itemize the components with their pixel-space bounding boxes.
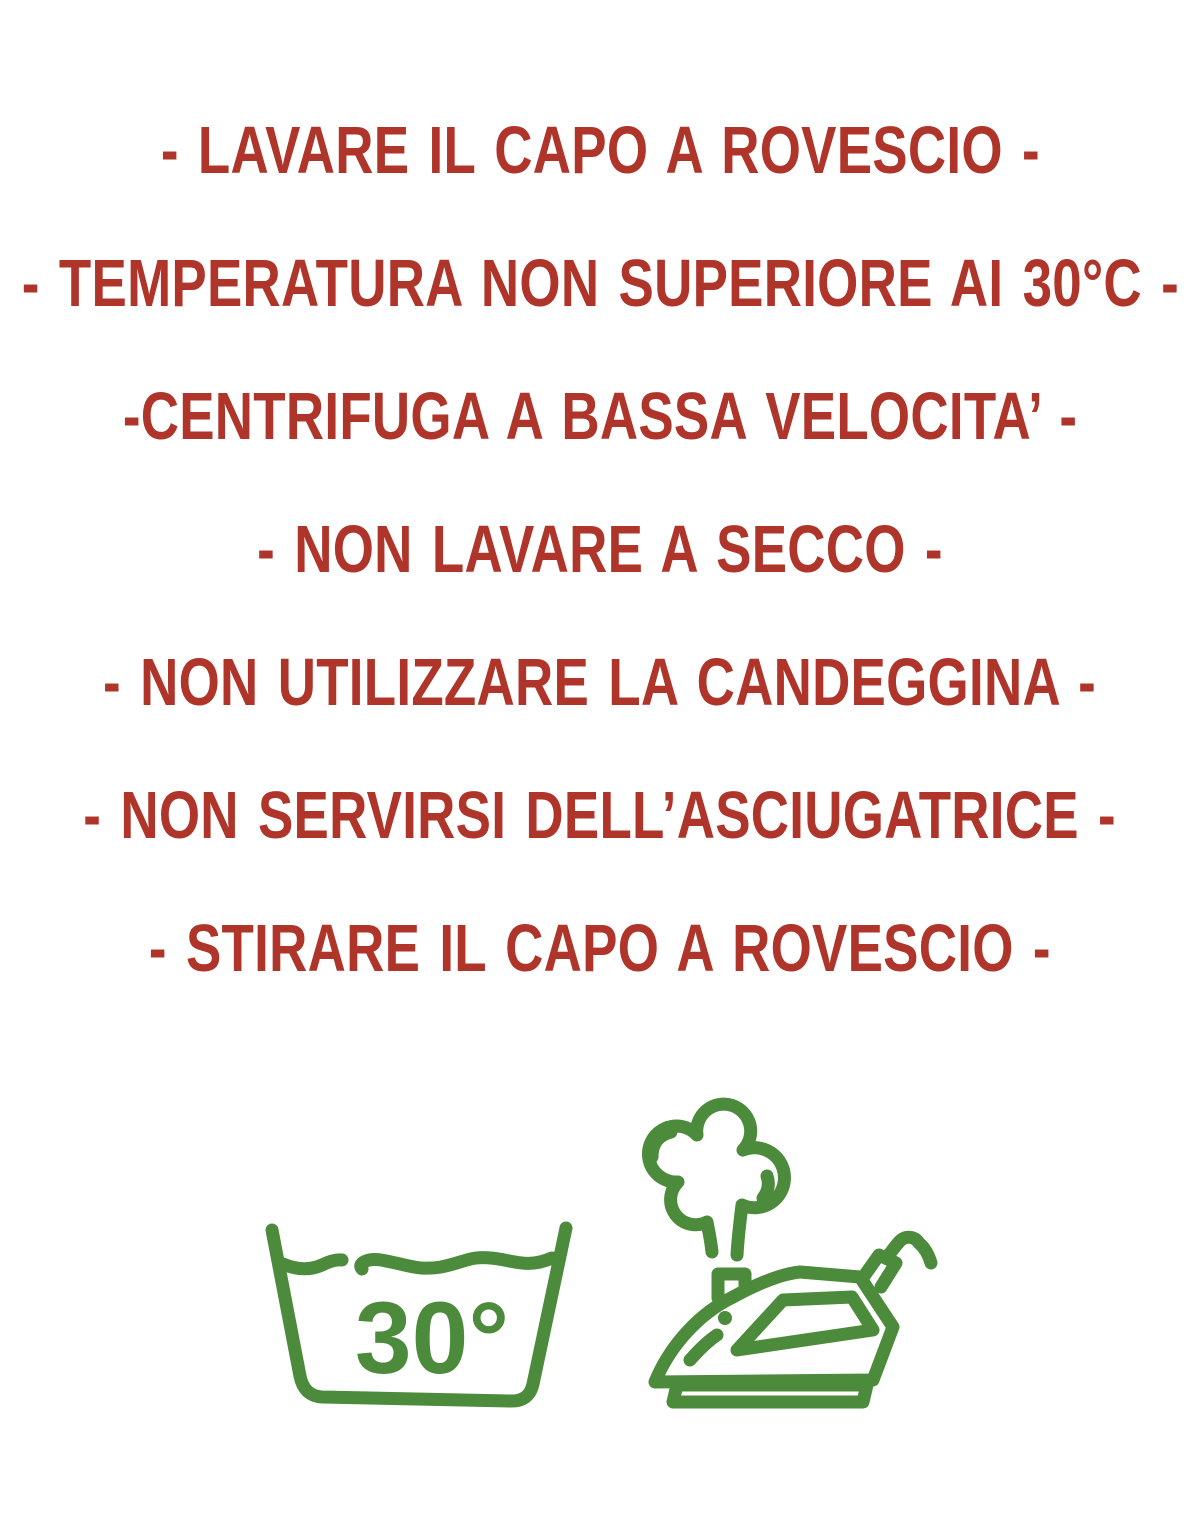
care-instruction-text: - LAVARE IL CAPO A ROVESCIO - (160, 113, 1040, 188)
care-instruction-line (0, 882, 1200, 1015)
wash-basin-outline (272, 1228, 566, 1401)
iron-swoosh (690, 1335, 717, 1360)
care-instruction-line (0, 616, 1200, 749)
steam-cloud-highlight-left (652, 1132, 671, 1157)
care-instruction-text: - STIRARE IL CAPO A ROVESCIO - (149, 911, 1051, 986)
care-instruction-text: - NON LAVARE A SECCO - (257, 512, 943, 587)
care-instruction-text: -CENTRIFUGA A BASSA VELOCITA’ - (122, 379, 1078, 454)
care-instruction-text: - NON UTILIZZARE LA CANDEGGINA - (103, 645, 1097, 720)
wash-water-line-main (361, 1258, 552, 1269)
wash-basin-30-icon (250, 1220, 590, 1420)
care-instruction-line (0, 483, 1200, 616)
care-instruction-line (0, 84, 1200, 217)
care-instructions-list (0, 84, 1200, 1015)
steam-cloud (648, 1104, 784, 1255)
wash-water-line-left (283, 1260, 342, 1269)
care-instruction-text: - NON SERVIRSI DELL’ASCIUGATRICE - (83, 778, 1117, 853)
care-instruction-line (0, 350, 1200, 483)
steam-cloud-highlight-right (763, 1176, 768, 1198)
iron-steam-vent (718, 1274, 745, 1298)
care-instruction-line (0, 749, 1200, 882)
iron-cord (887, 1237, 931, 1263)
iron-dot (718, 1311, 732, 1325)
iron-body (655, 1272, 893, 1382)
wash-temperature-label: 30° (354, 1281, 510, 1395)
iron-soleplate (673, 1385, 867, 1402)
steam-iron-icon (600, 1085, 940, 1415)
care-instruction-text: - TEMPERATURA NON SUPERIORE AI 30°C - (21, 246, 1179, 321)
iron-cord-mount (862, 1255, 896, 1287)
care-instruction-line (0, 217, 1200, 350)
iron-handle-window (737, 1297, 873, 1350)
